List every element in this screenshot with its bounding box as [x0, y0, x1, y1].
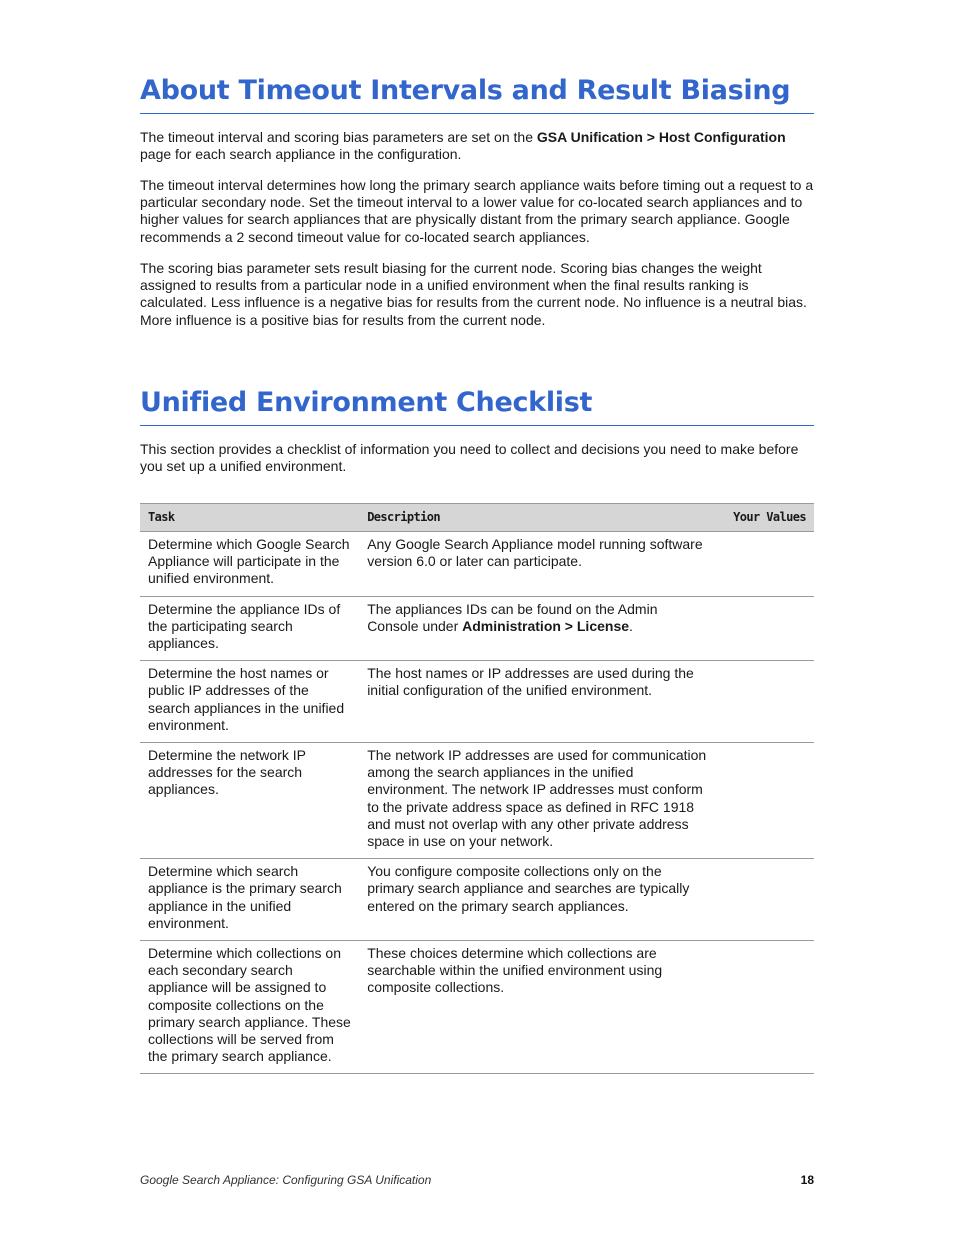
- task-cell: Determine which search appliance is the primary search appliance in the unified environment.: [140, 859, 359, 941]
- footer-document-title: Google Search Appliance: Configuring GSA Unification: [140, 1173, 432, 1187]
- header-your-values: Your Values: [715, 504, 814, 532]
- task-cell: Determine which Google Search Appliance will participate in the unified environment.: [140, 532, 359, 597]
- table-row: [140, 941, 814, 1074]
- text-span: page for each search appliance in the configuration.: [140, 146, 462, 163]
- description-cell: These choices determine which collections are searchable within the unified environment using composite collections.: [359, 941, 715, 1074]
- task-cell: Determine the host names or public IP addresses of the search appliances in the unified environment.: [140, 661, 359, 743]
- text-span: The timeout interval and scoring bias parameters are set on the: [140, 129, 537, 145]
- table-row: [140, 532, 814, 597]
- description-cell: The network IP addresses are used for communication among the search appliances in the unified environment. The network IP addresses must conform to the private address space as defined in RFC 1918 and must not overlap with any other private address space in use on your network.: [359, 743, 715, 859]
- heading-unified-checklist: Unified Environment Checklist: [140, 386, 814, 426]
- description-cell: You configure composite collections only on the primary search appliance and searches are typically entered on the primary search appliances.: [359, 859, 715, 941]
- header-task: Task: [140, 504, 359, 532]
- footer-page-number: 18: [800, 1173, 814, 1187]
- paragraph-timeout-interval: The timeout interval determines how long the primary search appliance waits before timing out a request to a particular secondary node. Set the timeout interval to a lower value for co-located search appliances and to higher values for search appliances that are physically distant from the primary search appliance. Google recommends a 2 second timeout value for co-located search appliances.: [140, 177, 814, 245]
- paragraph-checklist-intro: This section provides a checklist of information you need to collect and decisions you need to make before you set up a unified environment.: [140, 441, 799, 475]
- values-cell: [715, 743, 814, 859]
- task-cell: Determine the appliance IDs of the participating search appliances.: [140, 596, 359, 661]
- task-cell: Determine which collections on each secondary search appliance will be assigned to composite collections on the primary search appliance. These collections will be served from the primary search appliance.: [140, 941, 359, 1074]
- text-span: The appliances IDs can be found on the Admin Console under: [367, 600, 658, 634]
- table-row: [140, 596, 814, 661]
- values-cell: [715, 859, 814, 941]
- table-row: [140, 743, 814, 859]
- values-cell: [715, 661, 814, 743]
- text-span: .: [629, 617, 633, 634]
- heading-timeout-intervals: About Timeout Intervals and Result Biasing: [140, 74, 814, 114]
- header-description: Description: [359, 504, 715, 532]
- paragraph-timeout-location: [140, 129, 814, 163]
- menu-path-bold: Administration > License: [462, 617, 630, 634]
- values-cell: [715, 596, 814, 661]
- menu-path-bold: GSA Unification > Host Configuration: [536, 129, 786, 145]
- table-header-row: [140, 504, 814, 532]
- values-cell: [715, 941, 814, 1074]
- description-cell: [359, 596, 715, 661]
- values-cell: [715, 532, 814, 597]
- paragraph-scoring-bias: The scoring bias parameter sets result biasing for the current node. Scoring bias changes the weight assigned to results from a particular node in a unified environment when the final results ranking is calculated. Less influence is a negative bias for results from the current node. No influence is a neutral bias. More influence is a positive bias for results from the current node.: [140, 260, 807, 328]
- table-row: [140, 661, 814, 743]
- checklist-table: [140, 503, 814, 1074]
- task-cell: Determine the network IP addresses for the search appliances.: [140, 743, 359, 859]
- description-cell: The host names or IP addresses are used during the initial configuration of the unified environment.: [359, 661, 715, 743]
- description-cell: Any Google Search Appliance model running software version 6.0 or later can participate.: [359, 532, 715, 597]
- table-row: [140, 859, 814, 941]
